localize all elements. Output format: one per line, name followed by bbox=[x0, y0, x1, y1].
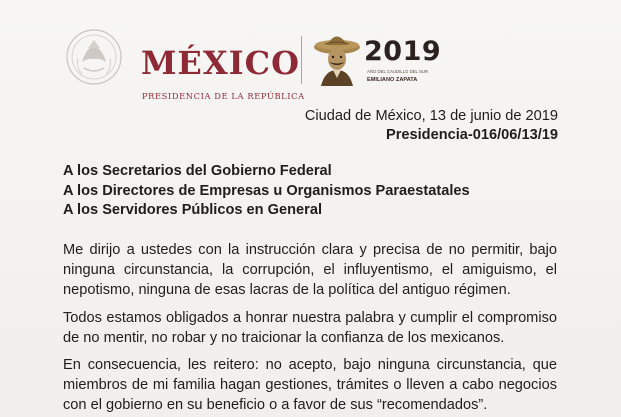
year-honoree: EMILIANO ZAPATA bbox=[367, 77, 418, 83]
header-divider bbox=[301, 36, 302, 84]
addressee-line: A los Directores de Empresas u Organismos Paraestatales bbox=[63, 183, 470, 199]
addressee-line: A los Secretarios del Gobierno Federal bbox=[63, 163, 332, 179]
coat-of-arms-icon bbox=[64, 28, 124, 86]
addressee-line: A los Servidores Públicos en General bbox=[63, 202, 322, 218]
reference-number: Presidencia-016/06/13/19 bbox=[385, 127, 558, 143]
place-date: Ciudad de México, 13 de junio de 2019 bbox=[304, 108, 558, 124]
body-paragraph: Todos estamos obligados a honrar nuestra palabra y cumplir el compromiso de no mentir, no robar y no traicionar la confianza de los mexicanos. bbox=[63, 310, 557, 346]
body-paragraph: En consecuencia, les reitero: no acepto, bajo ninguna circunstancia, que miembros de mi familia hagan gestiones, trámites o lleven a cabo negocios con el gobierno en su beneficio o a favor de sus “recomendados”. bbox=[63, 357, 557, 413]
letterhead bbox=[62, 26, 482, 101]
year-label: 2019 bbox=[364, 36, 442, 67]
year-caption: AÑO DEL CAUDILLO DEL SUR bbox=[367, 69, 429, 74]
body-paragraph: Me dirijo a ustedes con la instrucción clara y precisa de no permitir, bajo ninguna circunstancia, la corrupción, el influyentismo, el amiguismo, el nepotismo, ninguna de esas lacras de la política del antiguo régimen. bbox=[63, 242, 557, 298]
office-subtitle: PRESIDENCIA DE LA REPÚBLICA bbox=[142, 91, 305, 101]
country-wordmark: MÉXICO bbox=[141, 44, 300, 82]
